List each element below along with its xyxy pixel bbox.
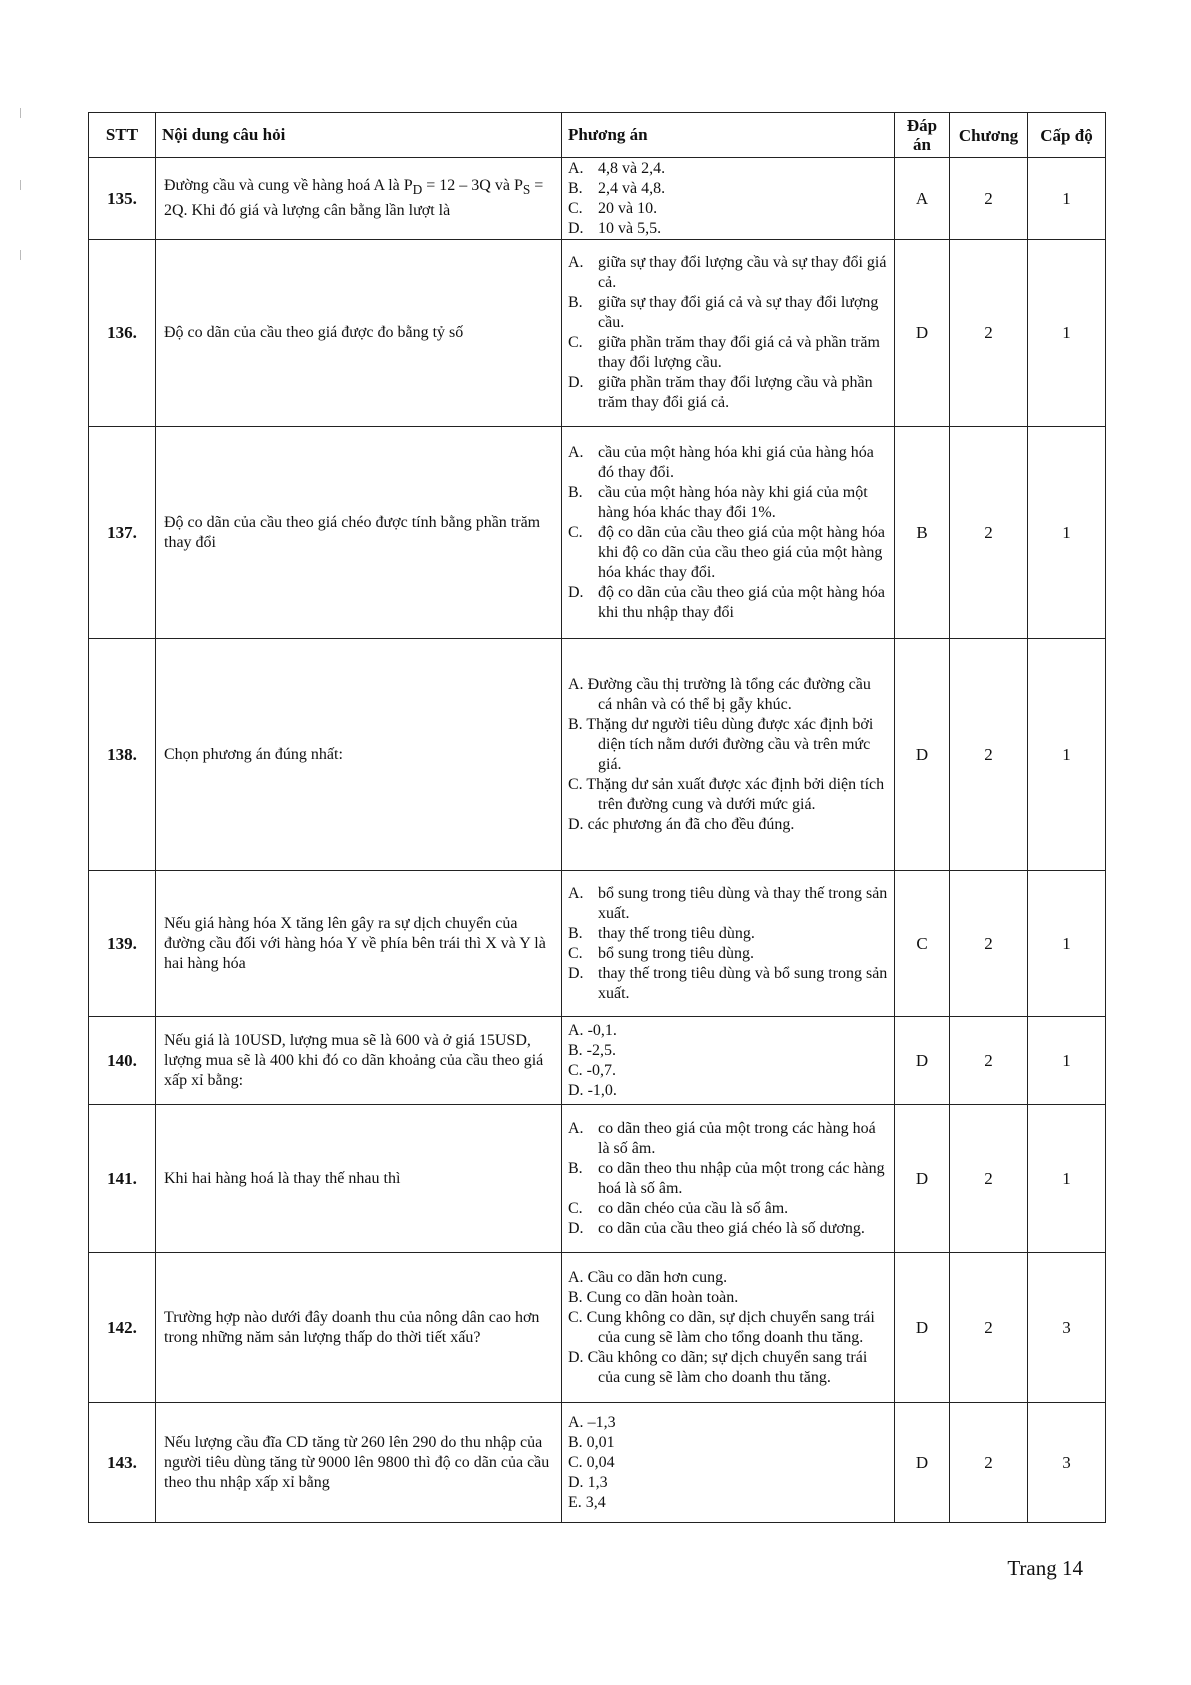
option-label: D. <box>568 964 584 982</box>
option-text: Cung co dãn hoàn toàn. <box>586 1288 739 1306</box>
level-cell: 3 <box>1028 1403 1106 1523</box>
option-label: D. <box>568 815 584 833</box>
row-number: 135. <box>89 158 156 240</box>
option <box>568 1473 888 1493</box>
option <box>568 924 888 944</box>
table-row <box>89 240 1106 427</box>
header-stt: STT <box>89 113 156 158</box>
option <box>568 219 888 239</box>
option <box>568 1413 888 1433</box>
row-number: 140. <box>89 1017 156 1105</box>
row-number: 137. <box>89 427 156 639</box>
option-text: –1,3 <box>587 1413 616 1431</box>
option <box>568 159 888 179</box>
answer-cell: D <box>895 1017 950 1105</box>
option-label: C. <box>568 944 583 962</box>
option-label: C. <box>568 1199 583 1217</box>
option-text: Cung không co dãn, sự dịch chuyển sang trái của cung sẽ làm cho tổng doanh thu tăng. <box>586 1308 875 1346</box>
option-label: C. <box>568 523 583 541</box>
row-number: 136. <box>89 240 156 427</box>
option-text: Thặng dư sản xuất được xác định bởi diện tích trên đường cung và dưới mức giá. <box>586 775 885 813</box>
option <box>568 1493 888 1513</box>
table-row <box>89 1403 1106 1523</box>
option <box>568 1021 888 1041</box>
level-cell: 1 <box>1028 158 1106 240</box>
option <box>568 1159 888 1199</box>
answer-cell: C <box>895 871 950 1017</box>
chapter-cell: 2 <box>950 1105 1028 1253</box>
chapter-cell: 2 <box>950 1403 1028 1523</box>
option-text: 4,8 và 2,4. <box>598 159 666 177</box>
option-text: 3,4 <box>585 1493 606 1511</box>
option-label: A. <box>568 443 584 461</box>
chapter-cell: 2 <box>950 639 1028 871</box>
answer-cell: D <box>895 1403 950 1523</box>
option-text: co dãn của cầu theo giá chéo là số dương. <box>598 1219 865 1237</box>
option-label: A. <box>568 159 584 177</box>
option-label: A. <box>568 1268 584 1286</box>
answer-cell: D <box>895 1105 950 1253</box>
option-text: co dãn theo giá của một trong các hàng hoá là số âm. <box>598 1119 876 1157</box>
option-text: 10 và 5,5. <box>598 219 662 237</box>
option <box>568 443 888 483</box>
option-text: -1,0. <box>587 1081 617 1099</box>
table-row <box>89 1105 1106 1253</box>
header-options: Phương án <box>562 113 895 158</box>
header-chapter: Chương <box>950 113 1028 158</box>
option <box>568 373 888 413</box>
option-label: C. <box>568 1308 583 1326</box>
option-label: D. <box>568 583 584 601</box>
option-text: Cầu không co dãn; sự dịch chuyển sang trái của cung sẽ làm cho doanh thu tăng. <box>587 1348 868 1386</box>
options-cell <box>562 1105 895 1253</box>
chapter-cell: 2 <box>950 871 1028 1017</box>
header-answer: Đáp án <box>895 113 950 158</box>
option-text: thay thế trong tiêu dùng. <box>598 924 755 942</box>
option <box>568 1348 888 1388</box>
option <box>568 1061 888 1081</box>
option-label: D. <box>568 374 584 391</box>
option-text: giữa phần trăm thay đổi lượng cầu và phần trăm thay đổi giá cả. <box>598 374 873 411</box>
option-label: C. <box>568 199 583 217</box>
option-text: thay thế trong tiêu dùng và bổ sung trong sản xuất. <box>598 964 888 1002</box>
option-label: C. <box>568 775 583 793</box>
options-cell <box>562 871 895 1017</box>
option <box>568 1288 888 1308</box>
table-row <box>89 1017 1106 1105</box>
option-text: co dãn chéo của cầu là số âm. <box>598 1199 789 1217</box>
question-text: Nếu lượng cầu đĩa CD tăng từ 260 lên 290 do thu nhập của người tiêu dùng tăng từ 9000 lên 9800 thì độ co dãn của cầu theo thu nhập xấp xỉ bằng <box>156 1403 562 1523</box>
option-label: D. <box>568 219 584 237</box>
option-label: E. <box>568 1493 582 1511</box>
option-text: -2,5. <box>586 1041 616 1059</box>
answer-cell: D <box>895 240 950 427</box>
table-row <box>89 1253 1106 1403</box>
option-text: cầu của một hàng hóa khi giá của hàng hóa đó thay đổi. <box>598 443 874 481</box>
question-text: Độ co dãn của cầu theo giá được đo bằng tỷ số <box>156 240 562 427</box>
option-label: D. <box>568 1081 584 1099</box>
option-label: A. <box>568 1119 584 1137</box>
option <box>568 775 888 815</box>
row-number: 141. <box>89 1105 156 1253</box>
option-label: A. <box>568 1413 584 1431</box>
question-text: Chọn phương án đúng nhất: <box>156 639 562 871</box>
header-row <box>89 113 1106 158</box>
options-cell <box>562 240 895 427</box>
level-cell: 1 <box>1028 639 1106 871</box>
question-text: Đường cầu và cung về hàng hoá A là $P_D = 12 - 3Q$ và $P_S = 2Q$. Khi đó giá và lượng cân bằng lần lượt là <box>156 158 562 240</box>
option-label: B. <box>568 715 583 733</box>
option <box>568 583 888 623</box>
option-label: A. <box>568 1021 584 1039</box>
chapter-cell: 2 <box>950 1017 1028 1105</box>
option-text: co dãn theo thu nhập của một trong các hàng hoá là số âm. <box>598 1159 885 1197</box>
option <box>568 1433 888 1453</box>
option-text: 20 và 10. <box>598 199 658 217</box>
option-label: C. <box>568 1453 583 1471</box>
option-text: các phương án đã cho đều đúng. <box>587 815 795 833</box>
option-label: A. <box>568 675 584 693</box>
option-text: 0,01 <box>586 1433 615 1451</box>
option-text: -0,7. <box>586 1061 616 1079</box>
question-text: Nếu giá là 10USD, lượng mua sẽ là 600 và ở giá 15USD, lượng mua sẽ là 400 khi đó co dãn khoảng của cầu theo giá xấp xỉ bằng: <box>156 1017 562 1105</box>
options-cell <box>562 1017 895 1105</box>
option <box>568 179 888 199</box>
answer-cell: D <box>895 1253 950 1403</box>
margin-mark <box>20 250 21 260</box>
question-table <box>88 112 1106 1523</box>
chapter-cell: 2 <box>950 240 1028 427</box>
options-cell <box>562 158 895 240</box>
option-text: bổ sung trong tiêu dùng. <box>598 944 754 962</box>
option <box>568 1041 888 1061</box>
option-text: 0,04 <box>586 1453 615 1471</box>
margin-mark <box>20 108 21 118</box>
question-text: Nếu giá hàng hóa X tăng lên gây ra sự dịch chuyển của đường cầu đối với hàng hóa Y về phía bên trái thì X và Y là hai hàng hóa <box>156 871 562 1017</box>
option <box>568 293 888 333</box>
row-number: 142. <box>89 1253 156 1403</box>
question-text: Khi hai hàng hoá là thay thế nhau thì <box>156 1105 562 1253</box>
option-label: B. <box>568 924 583 942</box>
option-label: A. <box>568 254 584 271</box>
option-label: B. <box>568 483 583 501</box>
table-row <box>89 871 1106 1017</box>
question-text: Độ co dãn của cầu theo giá chéo được tính bằng phần trăm thay đổi <box>156 427 562 639</box>
option <box>568 523 888 583</box>
option-text: -0,1. <box>587 1021 617 1039</box>
level-cell: 1 <box>1028 240 1106 427</box>
chapter-cell: 2 <box>950 158 1028 240</box>
option-label: C. <box>568 334 583 351</box>
option-text: Đường cầu thị trường là tổng các đường cầu cá nhân và có thể bị gẫy khúc. <box>587 675 871 713</box>
option-label: B. <box>568 1159 583 1177</box>
option <box>568 944 888 964</box>
option-text: cầu của một hàng hóa này khi giá của một hàng hóa khác thay đổi 1%. <box>598 483 868 521</box>
option-text: giữa sự thay đổi giá cả và sự thay đổi lượng cầu. <box>598 294 879 331</box>
answer-cell: A <box>895 158 950 240</box>
option-label: B. <box>568 179 583 197</box>
answer-cell: B <box>895 427 950 639</box>
option <box>568 715 888 775</box>
header-level: Cấp độ <box>1028 113 1106 158</box>
table-row <box>89 427 1106 639</box>
option <box>568 1081 888 1101</box>
option <box>568 199 888 219</box>
option-label: B. <box>568 1433 583 1451</box>
table-row <box>89 158 1106 240</box>
chapter-cell: 2 <box>950 427 1028 639</box>
option-text: Cầu co dãn hơn cung. <box>587 1268 728 1286</box>
option-label: B. <box>568 1288 583 1306</box>
option <box>568 815 888 835</box>
options-cell <box>562 427 895 639</box>
row-number: 143. <box>89 1403 156 1523</box>
option-text: độ co dãn của cầu theo giá của một hàng hóa khi độ co dãn của cầu theo giá của một hàng hóa khác thay đổi. <box>598 523 885 581</box>
option <box>568 1219 888 1239</box>
option-label: D. <box>568 1348 584 1366</box>
option <box>568 1453 888 1473</box>
level-cell: 1 <box>1028 427 1106 639</box>
option-text: 1,3 <box>587 1473 608 1491</box>
table-row <box>89 639 1106 871</box>
option <box>568 1119 888 1159</box>
option-text: Thặng dư người tiêu dùng được xác định bởi diện tích nằm dưới đường cầu và trên mức giá. <box>586 715 874 773</box>
page-number: Trang 14 <box>1007 1556 1083 1580</box>
margin-mark <box>20 180 21 190</box>
option <box>568 675 888 715</box>
option <box>568 1199 888 1219</box>
option-label: C. <box>568 1061 583 1079</box>
level-cell: 1 <box>1028 1017 1106 1105</box>
option-text: 2,4 và 4,8. <box>598 179 666 197</box>
option-label: A. <box>568 884 584 902</box>
option <box>568 1268 888 1288</box>
answer-cell: D <box>895 639 950 871</box>
options-cell <box>562 1403 895 1523</box>
option <box>568 964 888 1004</box>
question-text: Trường hợp nào dưới đây doanh thu của nông dân cao hơn trong những năm sản lượng thấp do thời tiết xấu? <box>156 1253 562 1403</box>
level-cell: 3 <box>1028 1253 1106 1403</box>
option-text: độ co dãn của cầu theo giá của một hàng hóa khi thu nhập thay đổi <box>598 583 885 621</box>
level-cell: 1 <box>1028 871 1106 1017</box>
option <box>568 884 888 924</box>
option-text: giữa phần trăm thay đổi giá cả và phần trăm thay đổi lượng cầu. <box>598 334 880 371</box>
option <box>568 483 888 523</box>
row-number: 138. <box>89 639 156 871</box>
option-label: D. <box>568 1219 584 1237</box>
option-label: D. <box>568 1473 584 1491</box>
option <box>568 1308 888 1348</box>
options-cell <box>562 639 895 871</box>
level-cell: 1 <box>1028 1105 1106 1253</box>
header-question: Nội dung câu hỏi <box>156 113 562 158</box>
option-text: giữa sự thay đổi lượng cầu và sự thay đổi giá cả. <box>598 254 887 291</box>
option-label: B. <box>568 294 583 311</box>
options-cell <box>562 1253 895 1403</box>
option <box>568 253 888 293</box>
row-number: 139. <box>89 871 156 1017</box>
chapter-cell: 2 <box>950 1253 1028 1403</box>
option-text: bổ sung trong tiêu dùng và thay thế trong sản xuất. <box>598 884 888 922</box>
option <box>568 333 888 373</box>
option-label: B. <box>568 1041 583 1059</box>
